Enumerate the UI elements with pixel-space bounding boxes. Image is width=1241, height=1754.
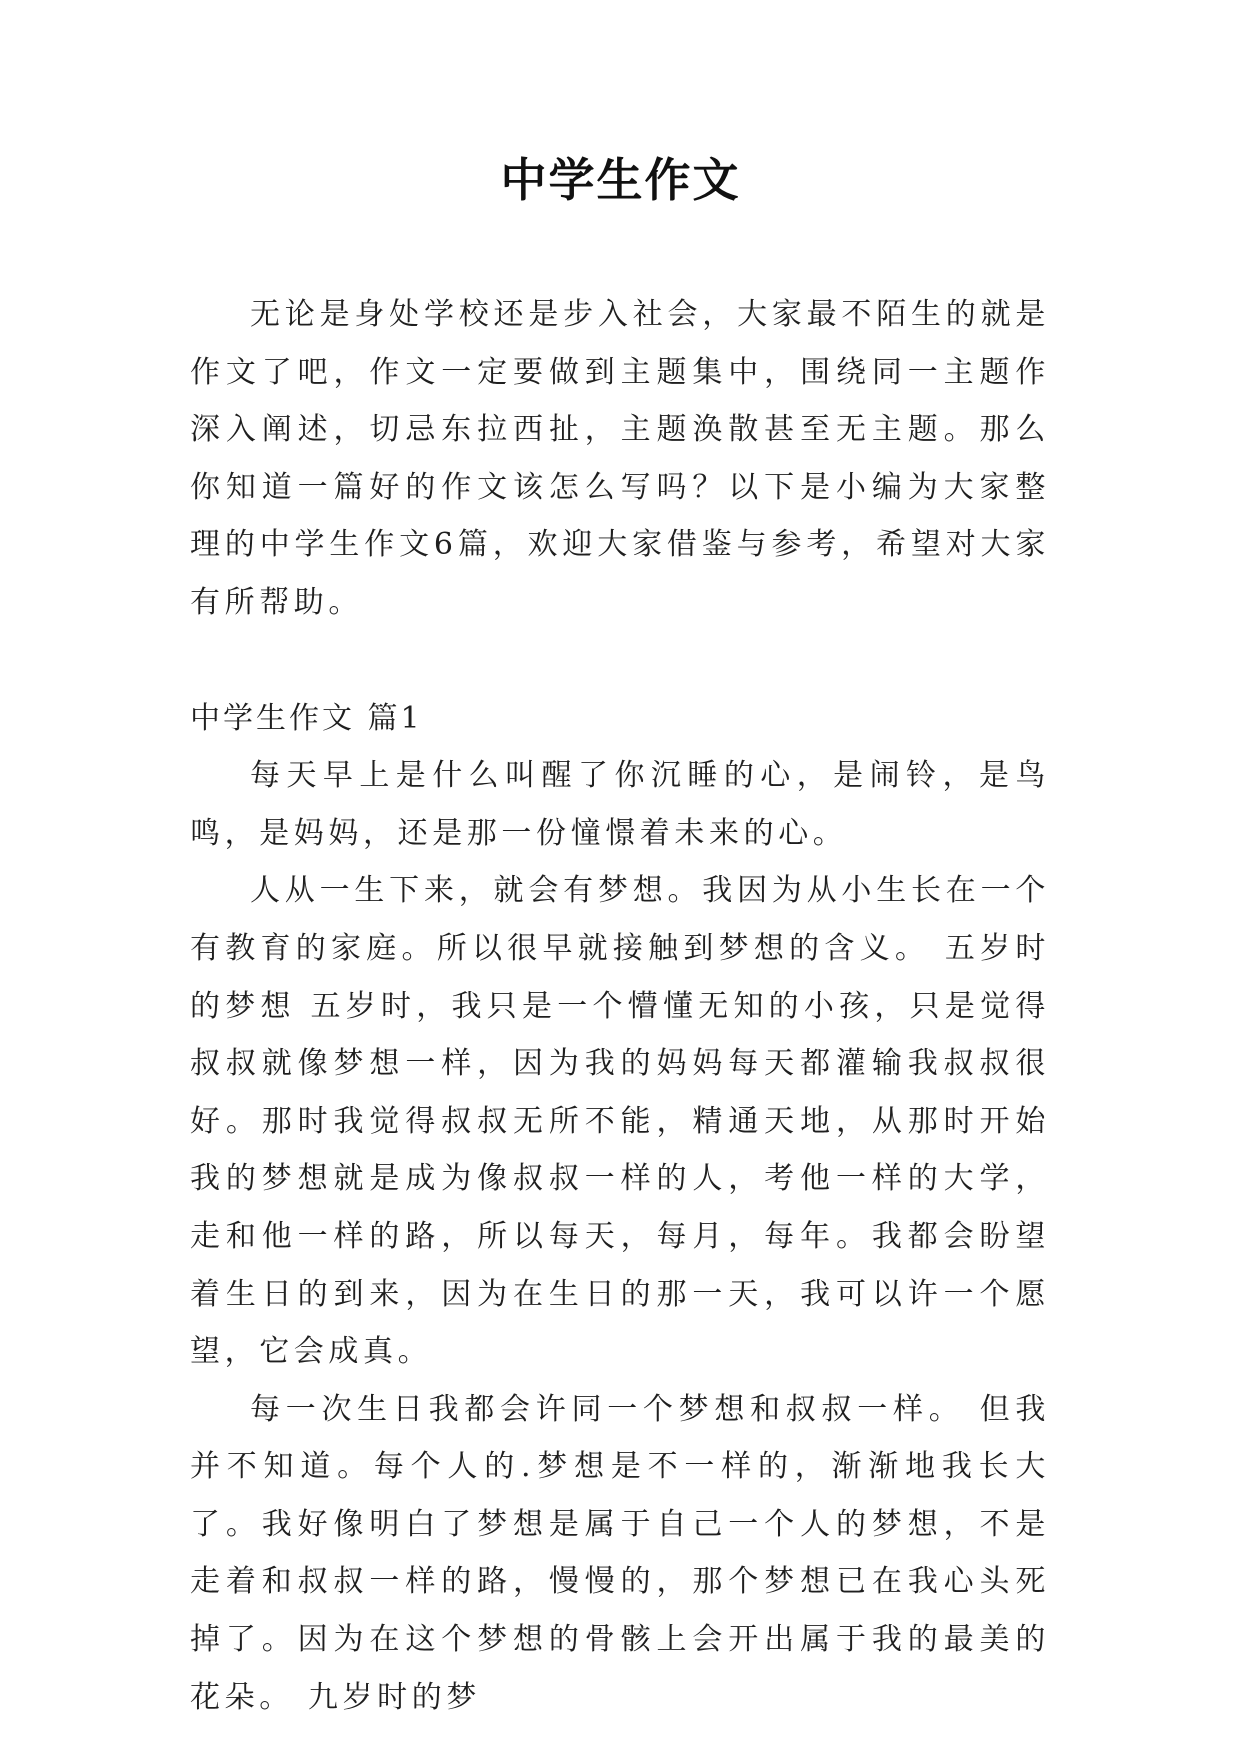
document-title: 中学生作文 (500, 153, 741, 207)
body-paragraph-2: 人从一生下来，就会有梦想。我因为从小生长在一个有教育的家庭。所以很早就接触到梦想的含义。 五岁时的梦想 五岁时，我只是一个懵懂无知的小孩，只是觉得叔叔就像梦想一样，因为我的妈妈每天都灌输我叔叔很好。那时我觉得叔叔无所不能，精通天地，从那时开始我的梦想就是成为像叔叔一样的人，考他一样的大学，走和他一样的路，所以每天，每月，每年。我都会盼望着生日的到来，因为在生日的那一天，我可以许一个愿望，它会成真。 (190, 873, 1050, 1370)
section-heading: 中学生作文 篇1 (190, 700, 423, 736)
intro-paragraph: 无论是身处学校还是步入社会，大家最不陌生的就是作文了吧，作文一定要做到主题集中，围绕同一主题作深入阐述，切忌东拉西扯，主题涣散甚至无主题。那么你知道一篇好的作文该怎么写吗？以下是小编为大家整理的中学生作文6篇，欢迎大家借鉴与参考，希望对大家有所帮助。 (190, 297, 1050, 620)
body-paragraph-3: 每一次生日我都会许同一个梦想和叔叔一样。 但我并不知道。每个人的.梦想是不一样的，渐渐地我长大了。我好像明白了梦想是属于自己一个人的梦想，不是走着和叔叔一样的路，慢慢的，那个梦想已在我心头死掉了。因为在这个梦想的骨骸上会开出属于我的最美的花朵。 九岁时的梦 (190, 1391, 1050, 1715)
document-body (190, 286, 1050, 1726)
body-paragraph-1: 每天早上是什么叫醒了你沉睡的心，是闹铃，是鸟鸣，是妈妈，还是那一份憧憬着未来的心。 (190, 758, 1050, 851)
